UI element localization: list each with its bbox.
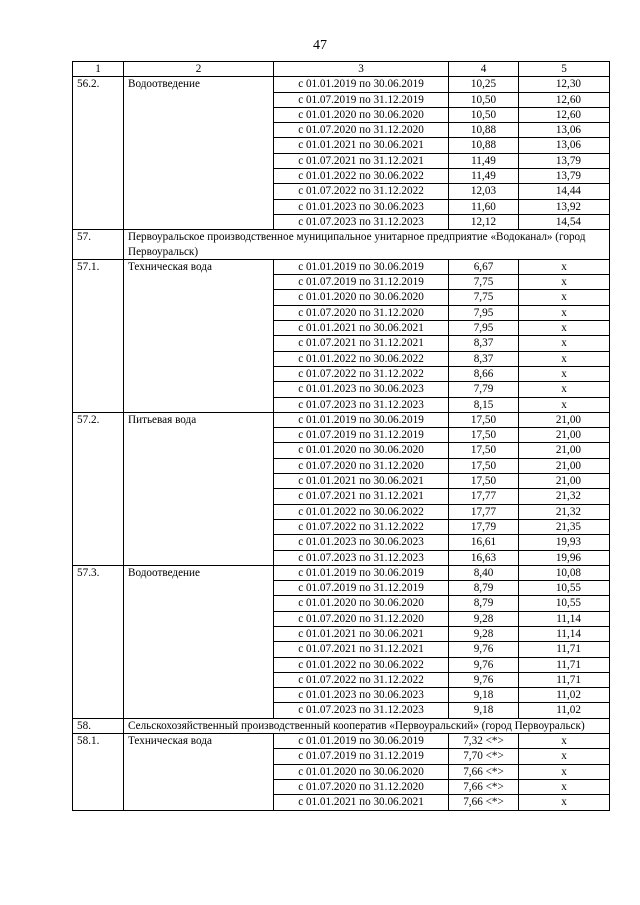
tariff-vat-cell: x [519, 749, 610, 764]
period-cell: с 01.07.2019 по 31.12.2019 [274, 581, 449, 596]
period-cell: с 01.07.2020 по 31.12.2020 [274, 123, 449, 138]
tariff-vat-cell: 11,71 [519, 657, 610, 672]
service-name: Водоотведение [124, 77, 274, 230]
tariff-vat-cell: 21,00 [519, 443, 610, 458]
tariff-cell: 9,76 [449, 672, 519, 687]
period-cell: с 01.07.2022 по 31.12.2022 [274, 184, 449, 199]
header-col-4: 4 [449, 62, 519, 77]
period-cell: с 01.01.2021 по 30.06.2021 [274, 138, 449, 153]
org-name: Сельскохозяйственный производственный кооператив «Первоуральский» (город Первоуральск) [124, 718, 610, 733]
period-cell: с 01.01.2019 по 30.06.2019 [274, 259, 449, 274]
tariff-cell: 17,50 [449, 443, 519, 458]
tariff-cell: 8,66 [449, 366, 519, 381]
period-cell: с 01.07.2020 по 31.12.2020 [274, 779, 449, 794]
service-name: Техническая вода [124, 259, 274, 412]
period-cell: с 01.01.2022 по 30.06.2022 [274, 504, 449, 519]
tariff-vat-cell: 13,79 [519, 153, 610, 168]
tariff-cell: 16,61 [449, 535, 519, 550]
tariff-vat-cell: 21,00 [519, 412, 610, 427]
tariff-vat-cell: 11,14 [519, 611, 610, 626]
tariff-vat-cell: 13,06 [519, 138, 610, 153]
tariff-cell: 11,60 [449, 199, 519, 214]
period-cell: с 01.01.2023 по 30.06.2023 [274, 382, 449, 397]
tariff-cell: 7,32 <*> [449, 734, 519, 749]
tariff-vat-cell: x [519, 321, 610, 336]
table-row [73, 259, 610, 274]
item-number: 57.3. [73, 565, 124, 718]
tariff-vat-cell: 12,60 [519, 92, 610, 107]
tariff-vat-cell: 21,32 [519, 489, 610, 504]
tariff-cell: 9,18 [449, 688, 519, 703]
tariff-vat-cell: x [519, 290, 610, 305]
tariff-vat-cell: x [519, 351, 610, 366]
tariff-cell: 17,77 [449, 489, 519, 504]
period-cell: с 01.01.2020 по 30.06.2020 [274, 107, 449, 122]
period-cell: с 01.07.2019 по 31.12.2019 [274, 275, 449, 290]
item-number: 56.2. [73, 77, 124, 230]
tariff-vat-cell: x [519, 275, 610, 290]
period-cell: с 01.07.2022 по 31.12.2022 [274, 366, 449, 381]
tariff-cell: 9,76 [449, 657, 519, 672]
tariff-cell: 11,49 [449, 169, 519, 184]
tariff-cell: 7,66 <*> [449, 764, 519, 779]
tariff-vat-cell: 10,08 [519, 565, 610, 580]
period-cell: с 01.01.2020 по 30.06.2020 [274, 290, 449, 305]
tariff-vat-cell: 19,93 [519, 535, 610, 550]
tariff-cell: 7,75 [449, 290, 519, 305]
tariff-cell: 12,03 [449, 184, 519, 199]
period-cell: с 01.01.2021 по 30.06.2021 [274, 321, 449, 336]
period-cell: с 01.01.2023 по 30.06.2023 [274, 535, 449, 550]
tariff-vat-cell: x [519, 366, 610, 381]
tariff-vat-cell: 10,55 [519, 596, 610, 611]
tariff-cell: 10,88 [449, 123, 519, 138]
tariff-vat-cell: 14,54 [519, 214, 610, 229]
period-cell: с 01.07.2021 по 31.12.2021 [274, 642, 449, 657]
tariff-vat-cell: x [519, 259, 610, 274]
tariff-cell: 8,79 [449, 581, 519, 596]
tariff-vat-cell: 11,14 [519, 626, 610, 641]
period-cell: с 01.07.2020 по 31.12.2020 [274, 611, 449, 626]
tariff-vat-cell: x [519, 734, 610, 749]
period-cell: с 01.01.2019 по 30.06.2019 [274, 734, 449, 749]
org-name: Первоуральское производственное муниципальное унитарное предприятие «Водоканал» (город Первоуральск) [124, 230, 610, 260]
tariff-vat-cell: 11,02 [519, 703, 610, 718]
period-cell: с 01.01.2019 по 30.06.2019 [274, 77, 449, 92]
tariff-cell: 17,50 [449, 474, 519, 489]
tariff-cell: 17,79 [449, 519, 519, 534]
tariff-cell: 6,67 [449, 259, 519, 274]
service-name: Питьевая вода [124, 412, 274, 565]
period-cell: с 01.07.2023 по 31.12.2023 [274, 214, 449, 229]
tariff-cell: 9,28 [449, 611, 519, 626]
tariff-cell: 17,50 [449, 428, 519, 443]
header-col-3: 3 [274, 62, 449, 77]
tariff-cell: 8,40 [449, 565, 519, 580]
tariff-cell: 12,12 [449, 214, 519, 229]
service-name: Техническая вода [124, 734, 274, 810]
tariff-vat-cell: 11,71 [519, 672, 610, 687]
org-row [73, 230, 610, 260]
tariff-cell: 9,18 [449, 703, 519, 718]
tariff-cell: 7,66 <*> [449, 779, 519, 794]
tariff-cell: 7,66 <*> [449, 795, 519, 810]
header-col-5: 5 [519, 62, 610, 77]
org-row [73, 718, 610, 733]
item-number: 58.1. [73, 734, 124, 810]
tariff-cell: 17,50 [449, 412, 519, 427]
tariff-cell: 7,70 <*> [449, 749, 519, 764]
table-body [73, 77, 610, 810]
item-number: 57.2. [73, 412, 124, 565]
tariff-vat-cell: 13,92 [519, 199, 610, 214]
period-cell: с 01.07.2023 по 31.12.2023 [274, 703, 449, 718]
period-cell: с 01.07.2023 по 31.12.2023 [274, 550, 449, 565]
period-cell: с 01.01.2022 по 30.06.2022 [274, 351, 449, 366]
tariff-cell: 9,76 [449, 642, 519, 657]
period-cell: с 01.07.2021 по 31.12.2021 [274, 153, 449, 168]
tariff-cell: 8,79 [449, 596, 519, 611]
tariff-vat-cell: x [519, 795, 610, 810]
tariff-vat-cell: 13,79 [519, 169, 610, 184]
tariff-cell: 8,37 [449, 336, 519, 351]
tariff-vat-cell: x [519, 764, 610, 779]
tariff-cell: 17,77 [449, 504, 519, 519]
tariff-table [72, 61, 610, 811]
period-cell: с 01.01.2023 по 30.06.2023 [274, 688, 449, 703]
period-cell: с 01.01.2021 по 30.06.2021 [274, 474, 449, 489]
tariff-cell: 7,75 [449, 275, 519, 290]
table-row [73, 734, 610, 749]
tariff-vat-cell: x [519, 779, 610, 794]
table-row [73, 77, 610, 92]
tariff-vat-cell: 12,30 [519, 77, 610, 92]
tariff-cell: 9,28 [449, 626, 519, 641]
tariff-vat-cell: 21,00 [519, 474, 610, 489]
tariff-vat-cell: x [519, 382, 610, 397]
tariff-cell: 10,88 [449, 138, 519, 153]
table-row [73, 412, 610, 427]
tariff-cell: 8,15 [449, 397, 519, 412]
tariff-vat-cell: 11,71 [519, 642, 610, 657]
tariff-vat-cell: x [519, 397, 610, 412]
table-row [73, 565, 610, 580]
period-cell: с 01.01.2019 по 30.06.2019 [274, 565, 449, 580]
period-cell: с 01.07.2023 по 31.12.2023 [274, 397, 449, 412]
tariff-vat-cell: 19,96 [519, 550, 610, 565]
period-cell: с 01.01.2021 по 30.06.2021 [274, 795, 449, 810]
tariff-cell: 16,63 [449, 550, 519, 565]
tariff-cell: 10,50 [449, 107, 519, 122]
period-cell: с 01.07.2022 по 31.12.2022 [274, 672, 449, 687]
tariff-vat-cell: 21,32 [519, 504, 610, 519]
item-number: 57.1. [73, 259, 124, 412]
header-col-1: 1 [73, 62, 124, 77]
tariff-vat-cell: 21,00 [519, 458, 610, 473]
tariff-cell: 7,95 [449, 321, 519, 336]
tariff-cell: 7,79 [449, 382, 519, 397]
org-number: 57. [73, 230, 124, 260]
tariff-vat-cell: x [519, 336, 610, 351]
tariff-vat-cell: 11,02 [519, 688, 610, 703]
tariff-vat-cell: 13,06 [519, 123, 610, 138]
period-cell: с 01.07.2019 по 31.12.2019 [274, 428, 449, 443]
period-cell: с 01.01.2020 по 30.06.2020 [274, 443, 449, 458]
org-number: 58. [73, 718, 124, 733]
period-cell: с 01.07.2021 по 31.12.2021 [274, 336, 449, 351]
period-cell: с 01.01.2022 по 30.06.2022 [274, 657, 449, 672]
tariff-cell: 7,95 [449, 305, 519, 320]
tariff-cell: 10,50 [449, 92, 519, 107]
period-cell: с 01.07.2022 по 31.12.2022 [274, 519, 449, 534]
tariff-vat-cell: 12,60 [519, 107, 610, 122]
period-cell: с 01.07.2019 по 31.12.2019 [274, 749, 449, 764]
period-cell: с 01.07.2020 по 31.12.2020 [274, 458, 449, 473]
tariff-vat-cell: x [519, 305, 610, 320]
period-cell: с 01.01.2020 по 30.06.2020 [274, 596, 449, 611]
tariff-cell: 10,25 [449, 77, 519, 92]
page-number: 47 [313, 38, 327, 53]
tariff-vat-cell: 10,55 [519, 581, 610, 596]
period-cell: с 01.01.2020 по 30.06.2020 [274, 764, 449, 779]
tariff-cell: 17,50 [449, 458, 519, 473]
period-cell: с 01.07.2021 по 31.12.2021 [274, 489, 449, 504]
tariff-cell: 11,49 [449, 153, 519, 168]
period-cell: с 01.01.2021 по 30.06.2021 [274, 626, 449, 641]
period-cell: с 01.07.2020 по 31.12.2020 [274, 305, 449, 320]
period-cell: с 01.01.2022 по 30.06.2022 [274, 169, 449, 184]
service-name: Водоотведение [124, 565, 274, 718]
period-cell: с 01.01.2023 по 30.06.2023 [274, 199, 449, 214]
tariff-vat-cell: 14,44 [519, 184, 610, 199]
header-col-2: 2 [124, 62, 274, 77]
tariff-cell: 8,37 [449, 351, 519, 366]
period-cell: с 01.01.2019 по 30.06.2019 [274, 412, 449, 427]
tariff-vat-cell: 21,35 [519, 519, 610, 534]
header-row [73, 62, 610, 77]
tariff-vat-cell: 21,00 [519, 428, 610, 443]
period-cell: с 01.07.2019 по 31.12.2019 [274, 92, 449, 107]
